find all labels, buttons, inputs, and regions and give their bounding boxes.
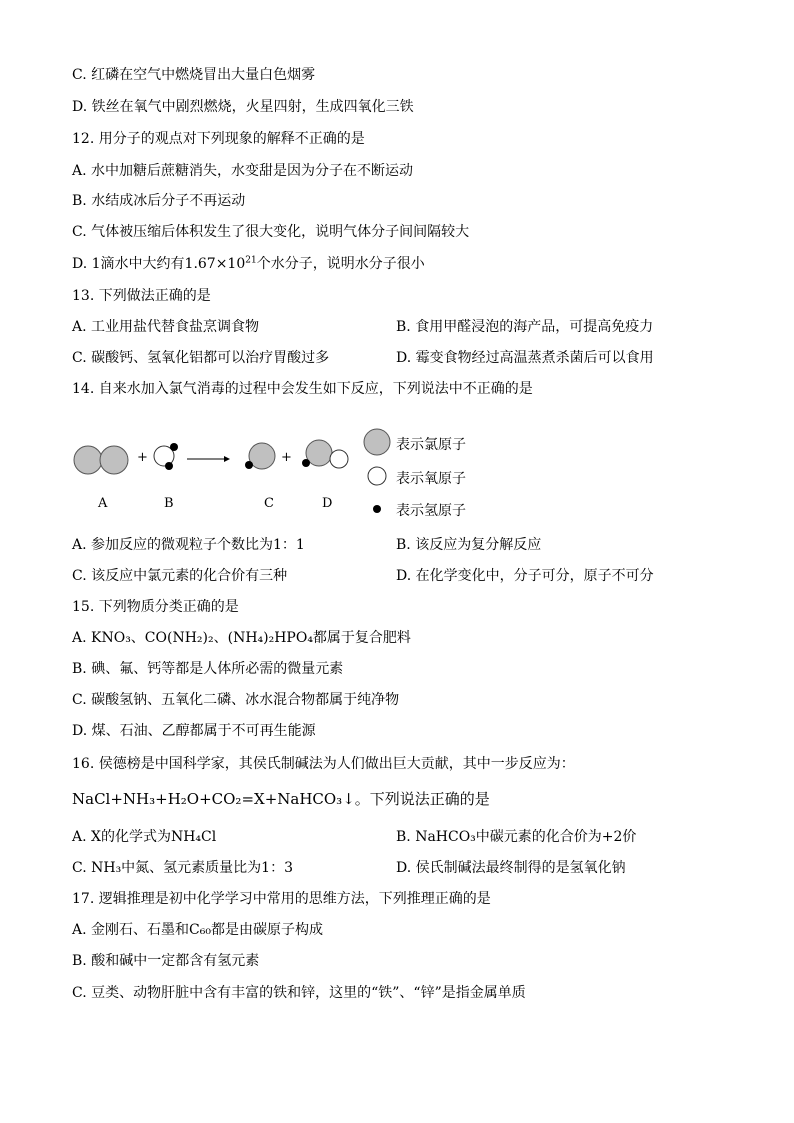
option-text: A. 金刚石、石墨和C₆₀都是由碳原子构成 <box>72 922 323 938</box>
legend-chlorine-symbol <box>364 429 390 455</box>
option-text: D. 在化学变化中，分子可分，原子不可分 <box>396 568 654 584</box>
hydrogen-atom <box>245 461 253 469</box>
option-text: A. 水中加糖后蔗糖消失，水变甜是因为分子在不断运动 <box>72 163 414 179</box>
molecule-label-b: B <box>164 496 174 511</box>
legend-oxygen-symbol <box>368 467 386 485</box>
option-text: A. KNO₃、CO(NH₂)₂、(NH₄)₂HPO₄都属于复合肥料 <box>72 630 411 646</box>
option-text: D. 霉变食物经过高温蒸煮杀菌后可以食用 <box>396 350 654 366</box>
option-text: B. 食用甲醛浸泡的海产品，可提高免疫力 <box>396 319 654 335</box>
question-stem: 12. 用分子的观点对下列现象的解释不正确的是 <box>72 131 365 147</box>
hydrogen-atom <box>302 459 310 467</box>
chlorine-atom <box>74 446 102 474</box>
option-text: B. 酸和碱中一定都含有氢元素 <box>72 953 260 969</box>
option-text: C. NH₃中氮、氢元素质量比为1：3 <box>72 860 293 876</box>
molecule-label-a: A <box>98 496 108 511</box>
option-text: C. 碳酸氢钠、五氧化二磷、冰水混合物都属于纯净物 <box>72 692 400 708</box>
option-text: C. 该反应中氯元素的化合价有三种 <box>72 568 288 584</box>
molecule-figure <box>72 420 402 500</box>
option-text: D. 煤、石油、乙醇都属于不可再生能源 <box>72 723 316 739</box>
option-text: D. 1滴水中大约有$1.67\times 10^{21}$个水分子，说明水分子很小 <box>72 255 425 272</box>
hydrogen-atom <box>170 443 178 451</box>
legend-hydrogen: 表示氢原子 <box>396 503 466 519</box>
reaction-diagram <box>72 420 512 520</box>
option-text: C. 豆类、动物肝脏中含有丰富的铁和锌，这里的“铁”、“锌”是指金属单质 <box>72 985 526 1001</box>
plus-sign: + <box>137 450 148 465</box>
molecule-label-d: D <box>322 496 333 511</box>
question-stem: 13. 下列做法正确的是 <box>72 288 211 304</box>
oxygen-atom <box>330 450 348 468</box>
question-stem: 15. 下列物质分类正确的是 <box>72 599 239 615</box>
option-text: A. 参加反应的微观粒子个数比为1：1 <box>72 537 305 553</box>
chlorine-atom <box>306 440 332 466</box>
option-text: A. X的化学式为NH₄Cl <box>72 829 217 845</box>
option-text: C. 气体被压缩后体积发生了很大变化，说明气体分子间间隔较大 <box>72 224 470 240</box>
chlorine-atom <box>100 446 128 474</box>
question-stem: 16. 侯德榜是中国科学家，其侯氏制碱法为人们做出巨大贡献，其中一步反应为： <box>72 756 575 772</box>
plus-sign: + <box>281 450 292 465</box>
molecule-label-c: C <box>264 496 274 511</box>
option-text: C. 碳酸钙、氢氧化铝都可以治疗胃酸过多 <box>72 350 330 366</box>
chemical-equation: NaCl+NH₃+H₂O+CO₂=X+NaHCO₃↓。下列说法正确的是 <box>72 790 490 808</box>
legend-chlorine: 表示氯原子 <box>396 437 466 453</box>
question-stem: 14. 自来水加入氯气消毒的过程中会发生如下反应，下列说法中不正确的是 <box>72 381 533 397</box>
legend-hydrogen-symbol <box>367 499 387 519</box>
hydrogen-atom <box>165 462 173 470</box>
legend-oxygen: 表示氧原子 <box>396 471 466 487</box>
option-text: D. 侯氏制碱法最终制得的是氢氧化钠 <box>396 860 626 876</box>
question-stem: 17. 逻辑推理是初中化学学习中常用的思维方法，下列推理正确的是 <box>72 891 491 907</box>
option-text: A. 工业用盐代替食盐烹调食物 <box>72 319 260 335</box>
option-text: B. 碘、氟、钙等都是人体所必需的微量元素 <box>72 661 344 677</box>
option-text: B. 该反应为复分解反应 <box>396 537 542 553</box>
option-text: D. 铁丝在氧气中剧烈燃烧，火星四射，生成四氧化三铁 <box>72 99 414 115</box>
option-text: C. 红磷在空气中燃烧冒出大量白色烟雾 <box>72 67 316 83</box>
option-text: B. 水结成冰后分子不再运动 <box>72 193 246 209</box>
option-text: B. NaHCO₃中碳元素的化合价为+2价 <box>396 829 637 845</box>
